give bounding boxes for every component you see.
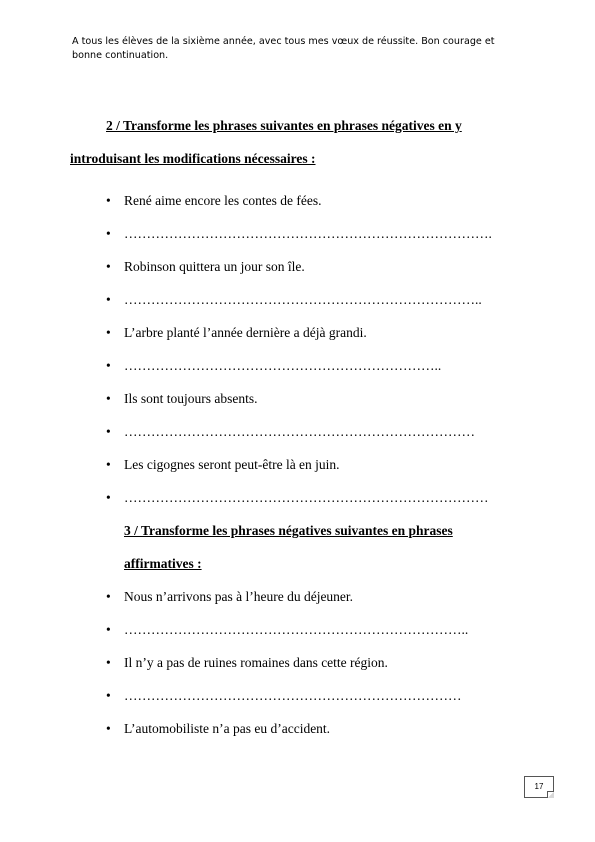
answer-line [106,622,468,638]
bullet-icon: • [106,259,111,274]
answer-line-dots: ………………………………………………………………….. [124,622,469,637]
bullet-icon: • [106,358,111,373]
list-item [106,655,388,671]
bullet-icon: • [106,655,111,670]
list-item-text: Ils sont toujours absents. [124,391,258,406]
answer-line-dots: ………………………………………………………………………. [124,226,492,241]
answer-line [106,688,462,704]
bullet-icon: • [106,622,111,637]
list-item [106,721,330,737]
page-number: 17 [524,776,554,798]
bullet-icon: • [106,721,111,736]
bullet-icon: • [106,589,111,604]
exercise-2-title-line-2: introduisant les modifications nécessaires : [70,151,316,166]
list-item-text: L’arbre planté l’année dernière a déjà grandi. [124,325,367,340]
list-item [106,391,258,407]
list-item [106,589,353,605]
page-header-dedication: A tous les élèves de la sixième année, avec tous mes vœux de réussite. Bon courage et bonne continuation. [72,36,495,61]
list-item-text: Nous n’arrivons pas à l’heure du déjeuner. [124,589,354,604]
list-item-text: Il n’y a pas de ruines romaines dans cette région. [124,655,388,670]
answer-line [106,292,482,308]
exercise-3-title-line-1: 3 / Transforme les phrases négatives suivantes en phrases [124,523,453,538]
answer-line [106,226,492,242]
list-item [106,193,322,209]
bullet-icon: • [106,457,111,472]
answer-line-dots: ………………………………………………………………… [124,688,462,703]
bullet-icon: • [106,226,111,241]
answer-line [106,490,489,506]
exercise-2-title-line-1: 2 / Transforme les phrases suivantes en phrases négatives en y [106,118,462,133]
bullet-icon: • [106,292,111,307]
list-item-text: René aime encore les contes de fées. [124,193,322,208]
bullet-icon: • [106,424,111,439]
answer-line-dots: …………………………………………………………………… [124,424,475,439]
list-item-text: Robinson quittera un jour son île. [124,259,305,274]
exercise-3-title-line-2: affirmatives : [124,556,202,571]
answer-line-dots: ……………………………………………………………………… [124,490,489,505]
list-item [106,457,340,473]
list-item [106,325,367,341]
bullet-icon: • [106,325,111,340]
list-item-text: L’automobiliste n’a pas eu d’accident. [124,721,331,736]
bullet-icon: • [106,193,111,208]
bullet-icon: • [106,490,111,505]
bullet-icon: • [106,688,111,703]
answer-line-dots: …………………………………………………………………….. [124,292,482,307]
answer-line-dots: …………………………………………………………….. [124,358,442,373]
list-item [106,259,305,275]
list-item-text: Les cigognes seront peut-être là en juin. [124,457,340,472]
answer-line [106,424,475,440]
answer-line [106,358,441,374]
bullet-icon: • [106,391,111,406]
